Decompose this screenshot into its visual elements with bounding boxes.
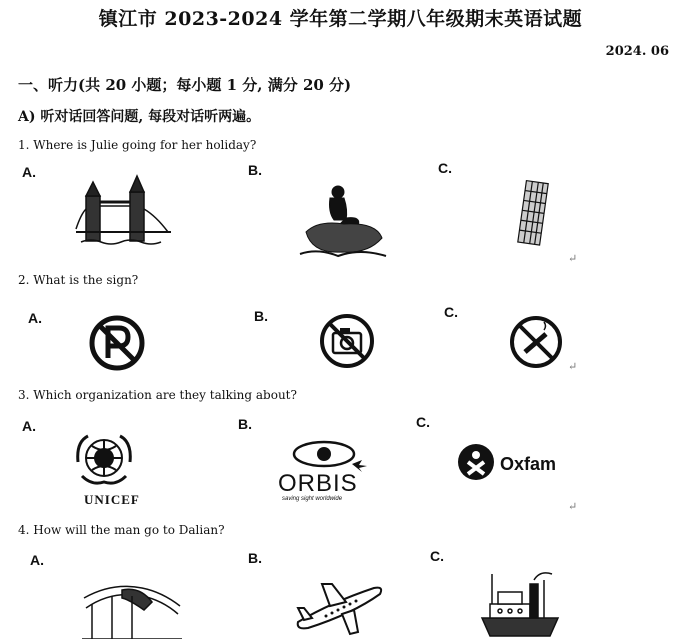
q3-option-c-label: C. — [416, 414, 430, 430]
little-mermaid-icon — [298, 182, 388, 262]
exam-date: 2024. 06 — [605, 44, 669, 59]
q4-option-c-label: C. — [430, 548, 444, 564]
unicef-logo-icon — [72, 432, 136, 490]
oxfam-logo-text: Oxfam — [500, 454, 557, 474]
orbis-logo-text: ORBIS — [278, 470, 358, 497]
paragraph-mark: ↵ — [568, 360, 578, 373]
oxfam-logo-icon — [456, 442, 496, 482]
page-title: 镇江市 2023-2024 学年第二学期八年级期末英语试题 — [98, 8, 583, 30]
orbis-tagline: saving sight worldwide — [282, 496, 343, 502]
ship-icon — [480, 570, 560, 639]
question-1-text: 1. Where is Julie going for her holiday? — [18, 138, 257, 152]
orbis-logo-icon — [284, 440, 370, 470]
paragraph-mark: ↵ — [568, 500, 578, 513]
q3-option-b-label: B. — [238, 416, 252, 432]
no-camera-icon — [318, 312, 376, 370]
question-3-text: 3. Which organization are they talking about? — [18, 388, 297, 402]
paragraph-mark: ↵ — [568, 252, 578, 265]
leaning-tower-icon — [512, 178, 557, 248]
section-heading: 一、听力(共 20 小题；每小题 1 分, 满分 20 分) — [18, 76, 352, 94]
no-parking-icon — [88, 314, 146, 372]
question-4-text: 4. How will the man go to Dalian? — [18, 523, 225, 537]
q3-option-a-label: A. — [22, 418, 36, 434]
q4-option-a-label: A. — [30, 552, 44, 568]
section-subheading: A) 听对话回答问题, 每段对话听两遍。 — [18, 109, 261, 125]
train-icon — [82, 578, 182, 639]
q2-option-b-label: B. — [254, 308, 268, 324]
q1-option-a-label: A. — [22, 164, 36, 180]
q1-option-b-label: B. — [248, 162, 262, 178]
tower-bridge-icon — [76, 174, 171, 249]
question-2-text: 2. What is the sign? — [18, 273, 139, 287]
airplane-icon — [292, 576, 386, 636]
q2-option-c-label: C. — [444, 304, 458, 320]
unicef-logo-text: UNICEF — [84, 492, 140, 507]
no-smoking-icon — [508, 314, 564, 370]
q1-option-c-label: C. — [438, 160, 452, 176]
q2-option-a-label: A. — [28, 310, 42, 326]
q4-option-b-label: B. — [248, 550, 262, 566]
